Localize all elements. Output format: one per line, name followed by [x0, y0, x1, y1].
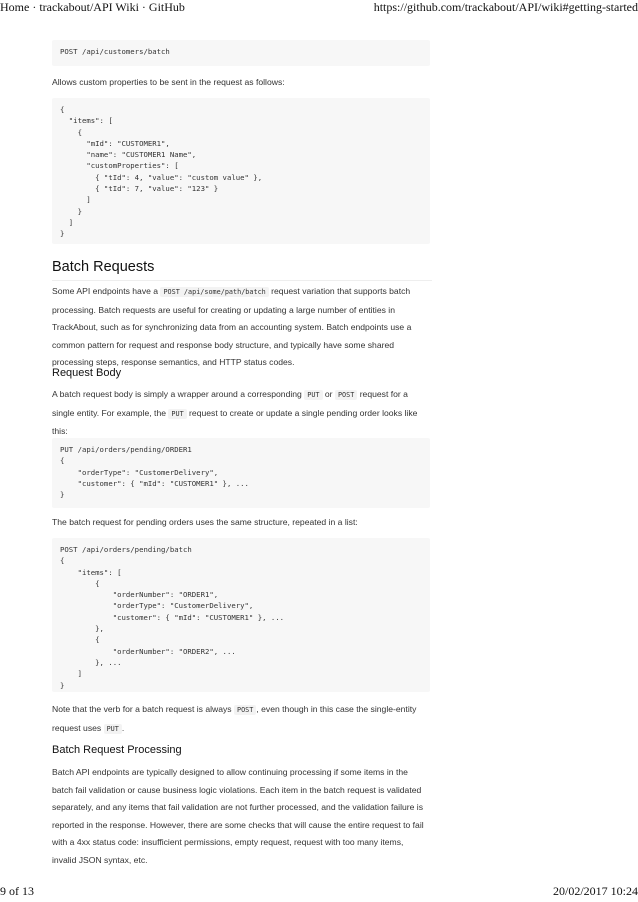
inline-code-put: PUT [104, 724, 122, 734]
code-line: ] [60, 217, 74, 227]
paragraph-batch-verb-note: Note that the verb for a batch request is always POST , even though in this case the single-entity request uses PUT . [52, 704, 417, 733]
code-line: "items": [ [60, 116, 113, 126]
print-header-title: Home · trackabout/API Wiki · GitHub [0, 0, 185, 14]
print-header [0, 0, 638, 16]
code-line: "customProperties": [ [60, 161, 179, 171]
print-footer-page: 9 of 13 [0, 884, 34, 898]
inline-code-put: PUT [304, 390, 322, 400]
heading-batch-requests: Batch Requests [52, 258, 432, 281]
code-line: { [60, 105, 65, 114]
code-line: { [60, 127, 82, 137]
code-line: POST /api/orders/pending/batch [60, 545, 192, 554]
code-line: "customer": { "mId": "CUSTOMER1" }, ... [60, 612, 285, 622]
code-block-put-order [52, 438, 430, 508]
code-line: { "tId": 4, "value": "custom value" }, [60, 172, 263, 182]
code-block-batch-orders [52, 538, 430, 692]
code-block-customers-batch [52, 40, 430, 66]
code-line: }, [60, 624, 104, 634]
code-line: ] [60, 195, 91, 205]
paragraph-request-body: A batch request body is simply a wrapper around a corresponding PUT or POST request for a single entity. For example, the PUT request to create or update a single pending order looks like this: [52, 389, 418, 436]
code-line: "orderType": "CustomerDelivery", [60, 467, 219, 477]
paragraph-batch-requests: Some API endpoints have a POST /api/some/path/batch request variation that supports batch processing. Batch requests are useful for creating or updating a large number of entities in TrackAbout, such as for synchronizing data from an accounting system. Batch endpoints use a common pattern for request and response body structure, and typically have some shared processing steps, response semantics, and HTTP status codes. [52, 286, 412, 367]
code-line: } [60, 490, 65, 500]
code-line: ] [60, 669, 82, 679]
code-line: } [60, 680, 65, 690]
code-line: { [60, 456, 65, 466]
code-line: { [60, 635, 100, 645]
paragraph-batch-processing: Batch API endpoints are typically designed to allow continuing processing if some items in the batch fail validation or cause business logic violations. Each item in the batch request is validated separately, and any items that fail validation are not further processed, and the validation failure is reported in the response. However, there are some checks that will cause the entire request to fail with a 4xx status code: insufficient permissions, empty request, request with too many items, invalid JSON syntax, etc. [52, 767, 424, 865]
code-line: PUT /api/orders/pending/ORDER1 [60, 445, 192, 454]
code-line: "items": [ [60, 567, 122, 577]
print-header-url: https://github.com/trackabout/API/wiki#getting-started [373, 0, 638, 14]
code-line: "customer": { "mId": "CUSTOMER1" }, ... [60, 478, 249, 488]
code-line: { [60, 578, 100, 588]
inline-code-post: POST [234, 705, 256, 715]
inline-code-put: PUT [168, 409, 186, 419]
heading-request-body: Request Body [52, 367, 122, 379]
code-block-custom-properties-json [52, 98, 430, 244]
code-line: "orderType": "CustomerDelivery", [60, 601, 254, 611]
print-footer [0, 884, 638, 900]
code-line: "orderNumber": "ORDER1", [60, 590, 219, 600]
code-line: "name": "CUSTOMER1 Name", [60, 150, 197, 160]
inline-code-post: POST [335, 390, 357, 400]
paragraph-custom-properties: Allows custom properties to be sent in the request as follows: [52, 77, 285, 87]
heading-batch-request-processing: Batch Request Processing [52, 744, 182, 756]
code-line: POST /api/customers/batch [60, 47, 170, 56]
code-line: } [60, 229, 65, 239]
paragraph-batch-structure: The batch request for pending orders uses the same structure, repeated in a list: [52, 517, 358, 527]
code-line: "mId": "CUSTOMER1", [60, 138, 170, 148]
code-line: { [60, 556, 65, 566]
print-footer-datetime: 20/02/2017 10:24 [552, 884, 638, 898]
code-line: "orderNumber": "ORDER2", ... [60, 646, 236, 656]
inline-code-batch-path: POST /api/some/path/batch [160, 287, 268, 297]
code-line: } [60, 206, 82, 216]
code-line: }, ... [60, 657, 122, 667]
code-line: { "tId": 7, "value": "123" } [60, 184, 219, 194]
